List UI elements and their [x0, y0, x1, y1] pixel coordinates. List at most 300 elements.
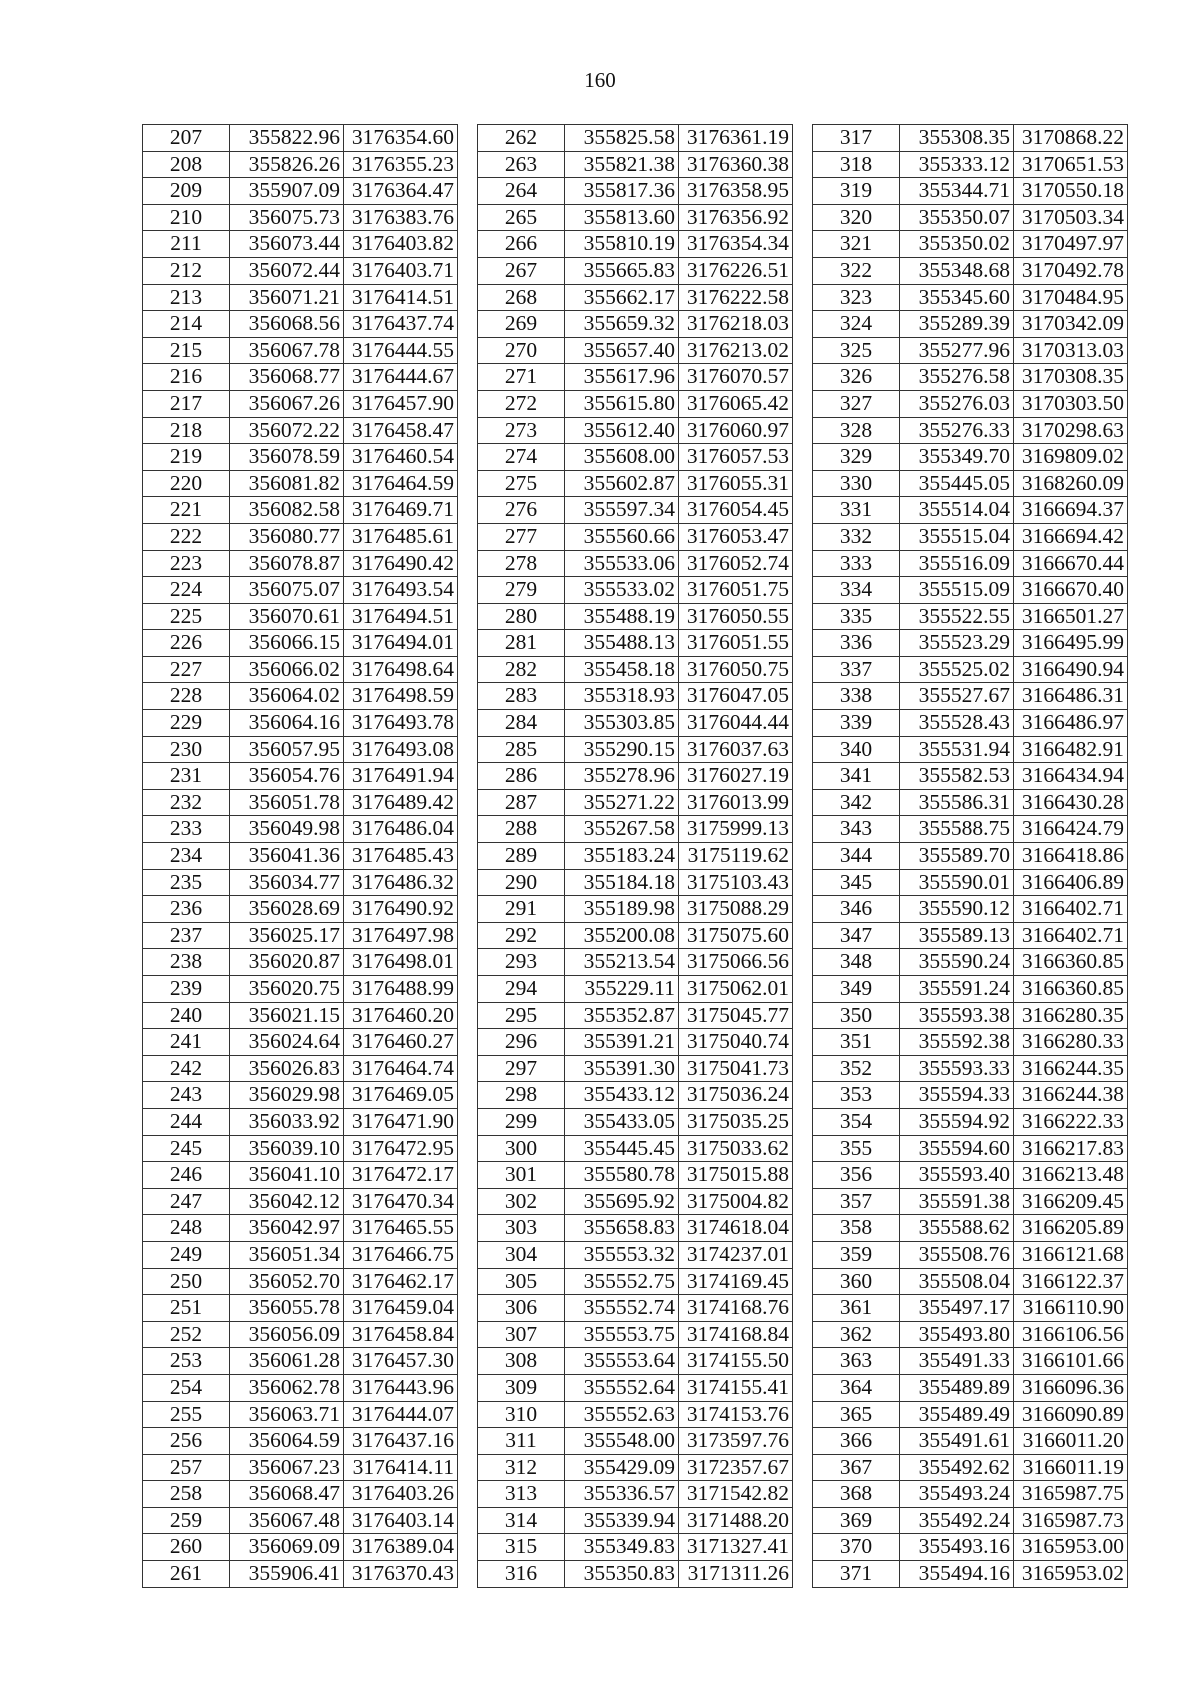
y-coordinate-cell: 3166406.89: [1014, 869, 1128, 896]
point-number-cell: 267: [478, 257, 565, 284]
table-row: [143, 577, 458, 604]
point-number-cell: 286: [478, 763, 565, 790]
table-row: [478, 1268, 793, 1295]
point-number-cell: 218: [143, 417, 230, 444]
x-coordinate-cell: 355594.60: [900, 1135, 1014, 1162]
table-row: [478, 1108, 793, 1135]
point-number-cell: 323: [813, 284, 900, 311]
y-coordinate-cell: 3176460.54: [344, 444, 458, 471]
y-coordinate-cell: 3174169.45: [679, 1268, 793, 1295]
y-coordinate-cell: 3176488.99: [344, 976, 458, 1003]
table-row: [143, 1188, 458, 1215]
x-coordinate-cell: 355589.13: [900, 922, 1014, 949]
x-coordinate-cell: 356068.56: [230, 311, 344, 338]
x-coordinate-cell: 355612.40: [565, 417, 679, 444]
point-number-cell: 341: [813, 763, 900, 790]
point-number-cell: 359: [813, 1241, 900, 1268]
table-row: [143, 1108, 458, 1135]
y-coordinate-cell: 3176458.84: [344, 1321, 458, 1348]
table-row: [143, 257, 458, 284]
x-coordinate-cell: 355662.17: [565, 284, 679, 311]
table-row: [813, 1162, 1128, 1189]
y-coordinate-cell: 3176044.44: [679, 710, 793, 737]
point-number-cell: 248: [143, 1215, 230, 1242]
table-row: [478, 204, 793, 231]
x-coordinate-cell: 356056.09: [230, 1321, 344, 1348]
table-row: [813, 1295, 1128, 1322]
y-coordinate-cell: 3166501.27: [1014, 603, 1128, 630]
table-row: [143, 1454, 458, 1481]
y-coordinate-cell: 3176457.30: [344, 1348, 458, 1375]
x-coordinate-cell: 355345.60: [900, 284, 1014, 311]
table-row: [813, 949, 1128, 976]
x-coordinate-cell: 356075.73: [230, 204, 344, 231]
y-coordinate-cell: 3176065.42: [679, 390, 793, 417]
table-row: [813, 1534, 1128, 1561]
x-coordinate-cell: 355822.96: [230, 125, 344, 152]
x-coordinate-cell: 355825.58: [565, 125, 679, 152]
y-coordinate-cell: 3166244.35: [1014, 1055, 1128, 1082]
table-row: [143, 284, 458, 311]
y-coordinate-cell: 3176497.98: [344, 922, 458, 949]
point-number-cell: 363: [813, 1348, 900, 1375]
x-coordinate-cell: 355553.64: [565, 1348, 679, 1375]
point-number-cell: 235: [143, 869, 230, 896]
x-coordinate-cell: 355493.80: [900, 1321, 1014, 1348]
point-number-cell: 210: [143, 204, 230, 231]
table-row: [478, 1321, 793, 1348]
point-number-cell: 311: [478, 1428, 565, 1455]
y-coordinate-cell: 3176471.90: [344, 1108, 458, 1135]
point-number-cell: 215: [143, 337, 230, 364]
y-coordinate-cell: 3166360.85: [1014, 976, 1128, 1003]
x-coordinate-cell: 355508.76: [900, 1241, 1014, 1268]
x-coordinate-cell: 356021.15: [230, 1002, 344, 1029]
x-coordinate-cell: 356054.76: [230, 763, 344, 790]
point-number-cell: 343: [813, 816, 900, 843]
point-number-cell: 304: [478, 1241, 565, 1268]
point-number-cell: 285: [478, 736, 565, 763]
point-number-cell: 289: [478, 843, 565, 870]
point-number-cell: 307: [478, 1321, 565, 1348]
point-number-cell: 309: [478, 1374, 565, 1401]
point-number-cell: 259: [143, 1507, 230, 1534]
y-coordinate-cell: 3166011.20: [1014, 1428, 1128, 1455]
point-number-cell: 276: [478, 497, 565, 524]
page-number: 160: [584, 68, 616, 92]
point-number-cell: 357: [813, 1188, 900, 1215]
point-number-cell: 232: [143, 789, 230, 816]
table-row: [478, 1241, 793, 1268]
y-coordinate-cell: 3170298.63: [1014, 417, 1128, 444]
y-coordinate-cell: 3174237.01: [679, 1241, 793, 1268]
point-number-cell: 354: [813, 1108, 900, 1135]
y-coordinate-cell: 3166430.28: [1014, 789, 1128, 816]
y-coordinate-cell: 3176055.31: [679, 470, 793, 497]
y-coordinate-cell: 3176444.07: [344, 1401, 458, 1428]
table-row: [813, 178, 1128, 205]
table-row: [813, 337, 1128, 364]
table-row: [813, 523, 1128, 550]
y-coordinate-cell: 3176470.34: [344, 1188, 458, 1215]
y-coordinate-cell: 3172357.67: [679, 1454, 793, 1481]
point-number-cell: 237: [143, 922, 230, 949]
table-row: [143, 1082, 458, 1109]
point-number-cell: 255: [143, 1401, 230, 1428]
x-coordinate-cell: 355344.71: [900, 178, 1014, 205]
x-coordinate-cell: 356057.95: [230, 736, 344, 763]
y-coordinate-cell: 3176460.20: [344, 1002, 458, 1029]
table-row: [143, 1561, 458, 1588]
point-number-cell: 324: [813, 311, 900, 338]
table-row: [478, 1348, 793, 1375]
x-coordinate-cell: 356069.09: [230, 1534, 344, 1561]
y-coordinate-cell: 3166402.71: [1014, 896, 1128, 923]
table-row: [478, 922, 793, 949]
x-coordinate-cell: 355552.74: [565, 1295, 679, 1322]
x-coordinate-cell: 355492.62: [900, 1454, 1014, 1481]
table-row: [478, 1481, 793, 1508]
x-coordinate-cell: 356073.44: [230, 231, 344, 258]
y-coordinate-cell: 3166110.90: [1014, 1295, 1128, 1322]
point-number-cell: 331: [813, 497, 900, 524]
y-coordinate-cell: 3176485.43: [344, 843, 458, 870]
y-coordinate-cell: 3176498.01: [344, 949, 458, 976]
x-coordinate-cell: 356024.64: [230, 1029, 344, 1056]
x-coordinate-cell: 356034.77: [230, 869, 344, 896]
x-coordinate-cell: 356081.82: [230, 470, 344, 497]
table-row: [143, 1241, 458, 1268]
table-row: [813, 125, 1128, 152]
x-coordinate-cell: 356066.02: [230, 656, 344, 683]
point-number-cell: 207: [143, 125, 230, 152]
point-number-cell: 366: [813, 1428, 900, 1455]
point-number-cell: 352: [813, 1055, 900, 1082]
point-number-cell: 369: [813, 1507, 900, 1534]
x-coordinate-cell: 355589.70: [900, 843, 1014, 870]
y-coordinate-cell: 3176458.47: [344, 417, 458, 444]
table-row: [478, 178, 793, 205]
y-coordinate-cell: 3176490.42: [344, 550, 458, 577]
y-coordinate-cell: 3166280.33: [1014, 1029, 1128, 1056]
table-row: [143, 1534, 458, 1561]
table-row: [813, 311, 1128, 338]
point-number-cell: 214: [143, 311, 230, 338]
x-coordinate-cell: 355491.33: [900, 1348, 1014, 1375]
table-row: [478, 843, 793, 870]
table-row: [143, 390, 458, 417]
y-coordinate-cell: 3174168.84: [679, 1321, 793, 1348]
x-coordinate-cell: 355525.02: [900, 656, 1014, 683]
y-coordinate-cell: 3166434.94: [1014, 763, 1128, 790]
y-coordinate-cell: 3176054.45: [679, 497, 793, 524]
y-coordinate-cell: 3176466.75: [344, 1241, 458, 1268]
point-number-cell: 317: [813, 125, 900, 152]
table-row: [813, 1188, 1128, 1215]
x-coordinate-cell: 355289.39: [900, 311, 1014, 338]
x-coordinate-cell: 355826.26: [230, 151, 344, 178]
x-coordinate-cell: 355813.60: [565, 204, 679, 231]
point-number-cell: 364: [813, 1374, 900, 1401]
point-number-cell: 360: [813, 1268, 900, 1295]
table-row: [813, 550, 1128, 577]
point-number-cell: 346: [813, 896, 900, 923]
table-row: [478, 1162, 793, 1189]
x-coordinate-cell: 355810.19: [565, 231, 679, 258]
x-coordinate-cell: 355592.38: [900, 1029, 1014, 1056]
point-number-cell: 266: [478, 231, 565, 258]
point-number-cell: 222: [143, 523, 230, 550]
table-row: [143, 843, 458, 870]
point-number-cell: 347: [813, 922, 900, 949]
table-row: [813, 816, 1128, 843]
table-row: [478, 630, 793, 657]
x-coordinate-cell: 356078.59: [230, 444, 344, 471]
table-row: [478, 710, 793, 737]
y-coordinate-cell: 3176060.97: [679, 417, 793, 444]
x-coordinate-cell: 356052.70: [230, 1268, 344, 1295]
table-row: [813, 284, 1128, 311]
x-coordinate-cell: 356068.47: [230, 1481, 344, 1508]
x-coordinate-cell: 355597.34: [565, 497, 679, 524]
table-row: [143, 1348, 458, 1375]
y-coordinate-cell: 3176354.34: [679, 231, 793, 258]
table-row: [143, 1481, 458, 1508]
point-number-cell: 325: [813, 337, 900, 364]
x-coordinate-cell: 356078.87: [230, 550, 344, 577]
coordinate-table-3: [812, 124, 1128, 1588]
x-coordinate-cell: 355276.03: [900, 390, 1014, 417]
y-coordinate-cell: 3174155.41: [679, 1374, 793, 1401]
coordinate-table-1: [142, 124, 458, 1588]
table-row: [143, 976, 458, 1003]
table-row: [143, 1321, 458, 1348]
point-number-cell: 227: [143, 656, 230, 683]
y-coordinate-cell: 3165987.75: [1014, 1481, 1128, 1508]
point-number-cell: 283: [478, 683, 565, 710]
table-row: [813, 417, 1128, 444]
y-coordinate-cell: 3170313.03: [1014, 337, 1128, 364]
x-coordinate-cell: 355615.80: [565, 390, 679, 417]
y-coordinate-cell: 3176354.60: [344, 125, 458, 152]
x-coordinate-cell: 356072.44: [230, 257, 344, 284]
x-coordinate-cell: 355349.83: [565, 1534, 679, 1561]
y-coordinate-cell: 3176053.47: [679, 523, 793, 550]
x-coordinate-cell: 355533.02: [565, 577, 679, 604]
point-number-cell: 238: [143, 949, 230, 976]
table-row: [813, 843, 1128, 870]
point-number-cell: 272: [478, 390, 565, 417]
x-coordinate-cell: 355497.17: [900, 1295, 1014, 1322]
point-number-cell: 328: [813, 417, 900, 444]
y-coordinate-cell: 3175103.43: [679, 869, 793, 896]
y-coordinate-cell: 3176472.17: [344, 1162, 458, 1189]
table-row: [813, 577, 1128, 604]
table-row: [478, 1507, 793, 1534]
table-row: [813, 470, 1128, 497]
point-number-cell: 300: [478, 1135, 565, 1162]
x-coordinate-cell: 355492.24: [900, 1507, 1014, 1534]
table-row: [813, 896, 1128, 923]
x-coordinate-cell: 355514.04: [900, 497, 1014, 524]
x-coordinate-cell: 356029.98: [230, 1082, 344, 1109]
x-coordinate-cell: 355552.63: [565, 1401, 679, 1428]
y-coordinate-cell: 3176370.43: [344, 1561, 458, 1588]
point-number-cell: 268: [478, 284, 565, 311]
table-row: [478, 1534, 793, 1561]
x-coordinate-cell: 355339.94: [565, 1507, 679, 1534]
y-coordinate-cell: 3174153.76: [679, 1401, 793, 1428]
table-row: [478, 1428, 793, 1455]
table-row: [478, 763, 793, 790]
x-coordinate-cell: 356075.07: [230, 577, 344, 604]
y-coordinate-cell: 3175999.13: [679, 816, 793, 843]
x-coordinate-cell: 355350.83: [565, 1561, 679, 1588]
table-row: [813, 444, 1128, 471]
y-coordinate-cell: 3170868.22: [1014, 125, 1128, 152]
x-coordinate-cell: 355594.92: [900, 1108, 1014, 1135]
point-number-cell: 234: [143, 843, 230, 870]
point-number-cell: 308: [478, 1348, 565, 1375]
table-row: [143, 1374, 458, 1401]
y-coordinate-cell: 3176493.54: [344, 577, 458, 604]
point-number-cell: 358: [813, 1215, 900, 1242]
point-number-cell: 342: [813, 789, 900, 816]
y-coordinate-cell: 3166280.35: [1014, 1002, 1128, 1029]
x-coordinate-cell: 355276.33: [900, 417, 1014, 444]
table-row: [813, 789, 1128, 816]
x-coordinate-cell: 355189.98: [565, 896, 679, 923]
x-coordinate-cell: 355350.07: [900, 204, 1014, 231]
y-coordinate-cell: 3166418.86: [1014, 843, 1128, 870]
y-coordinate-cell: 3170651.53: [1014, 151, 1128, 178]
point-number-cell: 277: [478, 523, 565, 550]
y-coordinate-cell: 3176050.75: [679, 656, 793, 683]
table-row: [478, 390, 793, 417]
point-number-cell: 220: [143, 470, 230, 497]
table-row: [813, 364, 1128, 391]
y-coordinate-cell: 3175088.29: [679, 896, 793, 923]
x-coordinate-cell: 356055.78: [230, 1295, 344, 1322]
y-coordinate-cell: 3176403.82: [344, 231, 458, 258]
y-coordinate-cell: 3176013.99: [679, 789, 793, 816]
y-coordinate-cell: 3176437.16: [344, 1428, 458, 1455]
y-coordinate-cell: 3169809.02: [1014, 444, 1128, 471]
y-coordinate-cell: 3166106.56: [1014, 1321, 1128, 1348]
y-coordinate-cell: 3176226.51: [679, 257, 793, 284]
point-number-cell: 288: [478, 816, 565, 843]
table-row: [813, 1082, 1128, 1109]
table-row: [478, 550, 793, 577]
point-number-cell: 281: [478, 630, 565, 657]
y-coordinate-cell: 3166486.97: [1014, 710, 1128, 737]
table-row: [143, 470, 458, 497]
x-coordinate-cell: 355553.32: [565, 1241, 679, 1268]
y-coordinate-cell: 3176493.08: [344, 736, 458, 763]
table-row: [478, 284, 793, 311]
y-coordinate-cell: 3166101.66: [1014, 1348, 1128, 1375]
y-coordinate-cell: 3173597.76: [679, 1428, 793, 1455]
y-coordinate-cell: 3176444.67: [344, 364, 458, 391]
y-coordinate-cell: 3176383.76: [344, 204, 458, 231]
x-coordinate-cell: 356067.26: [230, 390, 344, 417]
x-coordinate-cell: 355278.96: [565, 763, 679, 790]
point-number-cell: 240: [143, 1002, 230, 1029]
y-coordinate-cell: 3176462.17: [344, 1268, 458, 1295]
table-row: [143, 683, 458, 710]
table-row: [813, 1481, 1128, 1508]
y-coordinate-cell: 3176491.94: [344, 763, 458, 790]
x-coordinate-cell: 355433.05: [565, 1108, 679, 1135]
y-coordinate-cell: 3176486.32: [344, 869, 458, 896]
y-coordinate-cell: 3176356.92: [679, 204, 793, 231]
x-coordinate-cell: 356064.02: [230, 683, 344, 710]
point-number-cell: 230: [143, 736, 230, 763]
point-number-cell: 280: [478, 603, 565, 630]
x-coordinate-cell: 356064.59: [230, 1428, 344, 1455]
table-row: [143, 1295, 458, 1322]
x-coordinate-cell: 355527.67: [900, 683, 1014, 710]
table-row: [143, 497, 458, 524]
y-coordinate-cell: 3176489.42: [344, 789, 458, 816]
x-coordinate-cell: 355445.45: [565, 1135, 679, 1162]
table-row: [478, 816, 793, 843]
x-coordinate-cell: 355349.70: [900, 444, 1014, 471]
table-row: [143, 337, 458, 364]
table-row: [478, 736, 793, 763]
x-coordinate-cell: 356041.36: [230, 843, 344, 870]
table-row: [143, 231, 458, 258]
table-row: [813, 869, 1128, 896]
x-coordinate-cell: 356072.22: [230, 417, 344, 444]
point-number-cell: 314: [478, 1507, 565, 1534]
x-coordinate-cell: 355602.87: [565, 470, 679, 497]
x-coordinate-cell: 355494.16: [900, 1561, 1014, 1588]
x-coordinate-cell: 356033.92: [230, 1108, 344, 1135]
point-number-cell: 361: [813, 1295, 900, 1322]
table-row: [813, 1055, 1128, 1082]
y-coordinate-cell: 3176485.61: [344, 523, 458, 550]
point-number-cell: 301: [478, 1162, 565, 1189]
table-row: [813, 736, 1128, 763]
table-row: [813, 1029, 1128, 1056]
y-coordinate-cell: 3176464.59: [344, 470, 458, 497]
x-coordinate-cell: 355593.33: [900, 1055, 1014, 1082]
x-coordinate-cell: 356068.77: [230, 364, 344, 391]
table-row: [143, 311, 458, 338]
x-coordinate-cell: 355593.40: [900, 1162, 1014, 1189]
table-row: [813, 1108, 1128, 1135]
x-coordinate-cell: 355213.54: [565, 949, 679, 976]
table-row: [478, 656, 793, 683]
table-row: [813, 1135, 1128, 1162]
y-coordinate-cell: 3176364.47: [344, 178, 458, 205]
y-coordinate-cell: 3170308.35: [1014, 364, 1128, 391]
table-row: [478, 337, 793, 364]
y-coordinate-cell: 3176443.96: [344, 1374, 458, 1401]
y-coordinate-cell: 3170342.09: [1014, 311, 1128, 338]
point-number-cell: 224: [143, 577, 230, 604]
table-row: [143, 1507, 458, 1534]
y-coordinate-cell: 3165953.02: [1014, 1561, 1128, 1588]
table-row: [813, 976, 1128, 1003]
table-row: [478, 789, 793, 816]
table-row: [143, 656, 458, 683]
point-number-cell: 208: [143, 151, 230, 178]
table-row: [813, 1401, 1128, 1428]
y-coordinate-cell: 3176360.38: [679, 151, 793, 178]
table-row: [478, 1082, 793, 1109]
